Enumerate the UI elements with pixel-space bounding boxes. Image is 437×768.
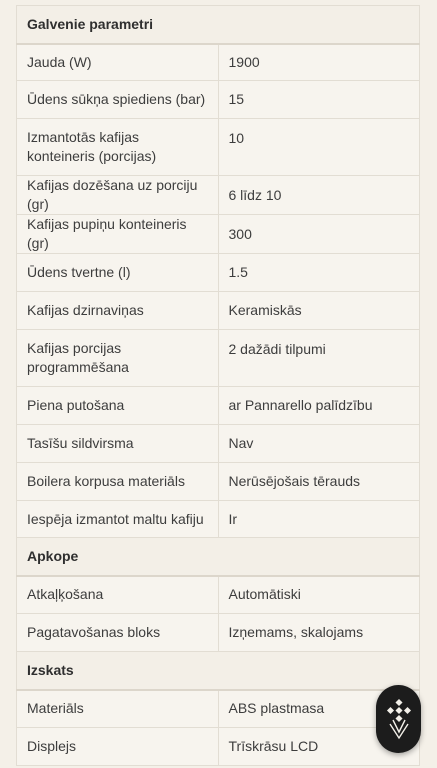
section-header-galvenie-parametri [17,6,420,44]
spec-label: Jauda (W) [17,44,219,81]
spec-label: Kafijas porcijas programmēšana [17,330,219,387]
section-header-izskats [17,652,420,690]
spec-label: Materiāls [17,690,219,728]
spec-label: Displejs [17,728,219,766]
spec-row [17,614,420,652]
spec-value: Ir [218,501,420,538]
section-title: Apkope [17,538,420,576]
chat-button[interactable] [376,685,421,753]
spec-value: ar Pannarello palīdzību [218,387,420,425]
spec-row [17,81,420,119]
spec-value: 15 [218,81,420,119]
spec-value: 1900 [218,44,420,81]
spec-label: Atkaļķošana [17,576,219,614]
spec-value: Nerūsējošais tērauds [218,463,420,501]
spec-row [17,425,420,463]
spec-table [16,5,420,766]
spec-row [17,501,420,538]
spec-label: Kafijas dozēšana uz porciju (gr) [17,176,219,215]
spec-label: Kafijas pupiņu konteineris (gr) [17,215,219,254]
spec-row [17,176,420,215]
spec-value: ABS plastmasa [218,690,420,728]
spec-row [17,254,420,292]
spec-row [17,44,420,81]
spec-row [17,119,420,176]
spec-value: 6 līdz 10 [218,176,420,215]
spec-row [17,292,420,330]
section-header-apkope [17,538,420,576]
spec-label: Iespēja izmantot maltu kafiju [17,501,219,538]
spec-value: Automātiski [218,576,420,614]
spec-value: Izņemams, skalojams [218,614,420,652]
spec-label: Ūdens sūkņa spiediens (bar) [17,81,219,119]
section-title: Izskats [17,652,420,690]
spec-row [17,215,420,254]
spec-label: Tasīšu sildvirsma [17,425,219,463]
spec-row [17,576,420,614]
spec-value: 300 [218,215,420,254]
spec-value: Nav [218,425,420,463]
spec-row [17,463,420,501]
spec-row [17,387,420,425]
spec-value: Keramiskās [218,292,420,330]
spec-label: Kafijas dzirnaviņas [17,292,219,330]
spec-label: Boilera korpusa materiāls [17,463,219,501]
spec-row [17,728,420,766]
chat-logo-icon [384,696,414,742]
spec-row [17,690,420,728]
spec-value: 10 [218,119,420,176]
spec-label: Piena putošana [17,387,219,425]
spec-label: Izmantotās kafijas konteineris (porcijas) [17,119,219,176]
spec-row [17,330,420,387]
spec-value: 2 dažādi tilpumi [218,330,420,387]
spec-label: Ūdens tvertne (l) [17,254,219,292]
spec-value: 1.5 [218,254,420,292]
spec-value: Trīskrāsu LCD [218,728,420,766]
section-title: Galvenie parametri [17,6,420,44]
spec-label: Pagatavošanas bloks [17,614,219,652]
